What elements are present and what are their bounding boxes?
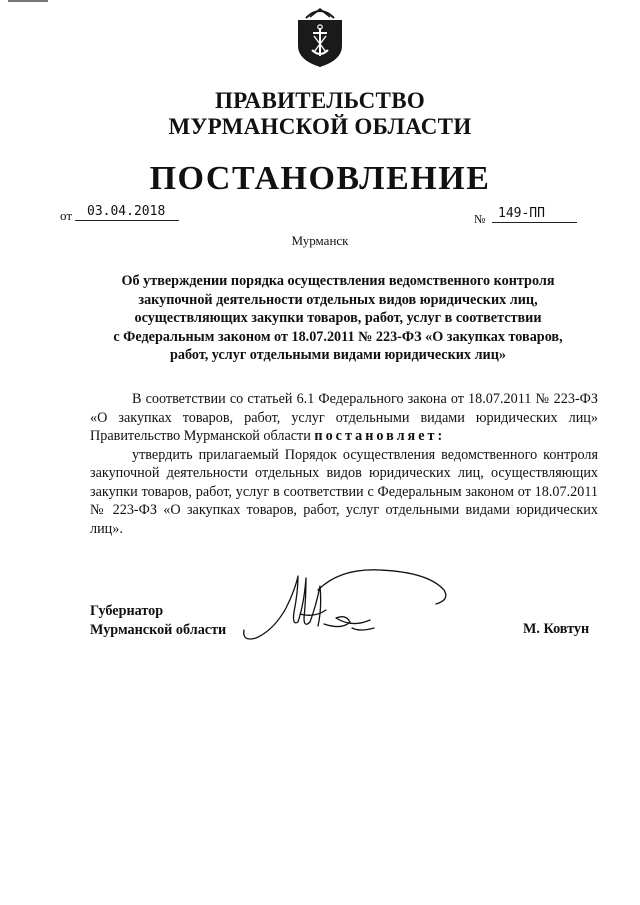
- preamble-text: В соответствии со статьей 6.1 Федерального закона от 18.07.2011 № 223-ФЗ «О закупках товаров, работ, услуг отдельными видами юридических лиц» Правительство Мурманской области: [90, 391, 598, 444]
- number-prefix: №: [474, 212, 486, 226]
- murmansk-coat-of-arms-icon: [296, 6, 344, 68]
- signatory-name: М. Ковтун: [523, 621, 590, 637]
- subject-line: осуществляющих закупки товаров, работ, услуг в соответствии: [134, 310, 542, 326]
- decree-word: постановляет:: [314, 428, 446, 444]
- document-number: 149-ПП: [492, 206, 577, 223]
- preamble-paragraph: [90, 390, 598, 446]
- issue-city: Мурманск: [291, 233, 349, 248]
- signatory-position: [90, 602, 226, 640]
- document-body: [90, 390, 598, 538]
- subject-line: с Федеральным законом от 18.07.2011 № 223-ФЗ «О закупках товаров,: [113, 328, 563, 345]
- resolution-paragraph: утвердить прилагаемый Порядок осуществления ведомственного контроля закупочной деятельности отдельных видов юридических лиц, осуществляющих закупки товаров, работ, услуг в соответствии с Федеральным законом от 18.07.2011 № 223-ФЗ «О закупках товаров, работ, услуг отдельными видами юридических лиц».: [90, 446, 598, 537]
- document-subject: [98, 272, 578, 365]
- date-prefix: от: [60, 208, 73, 223]
- organization-name-line2: МУРМАНСКОЙ ОБЛАСТИ: [168, 114, 472, 139]
- subject-line: закупочной деятельности отдельных видов юридических лиц,: [138, 291, 538, 308]
- position-line: Губернатор: [90, 603, 164, 619]
- document-date: 03.04.2018: [75, 204, 179, 221]
- scan-artifact-line: [8, 0, 48, 2]
- position-line: Мурманской области: [90, 622, 227, 638]
- document-type-title: ПОСТАНОВЛЕНИЕ: [149, 160, 491, 197]
- subject-line: работ, услуг отдельными видами юридических лиц»: [170, 347, 506, 363]
- subject-line: Об утверждении порядка осуществления ведомственного контроля: [121, 273, 555, 289]
- organization-name-line1: ПРАВИТЕЛЬСТВО: [214, 88, 426, 113]
- handwritten-signature: [240, 568, 450, 648]
